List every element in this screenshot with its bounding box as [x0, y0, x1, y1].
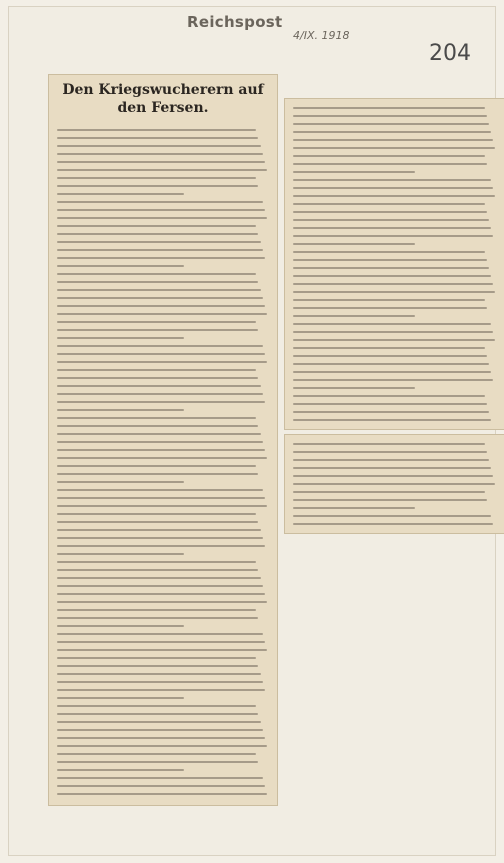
archive-number: 204	[429, 41, 471, 66]
text-line	[57, 473, 258, 475]
article-body-right-bottom	[293, 443, 497, 531]
text-line	[57, 337, 184, 339]
text-line	[57, 433, 261, 435]
text-line	[57, 793, 267, 795]
masthead: Reichspost	[187, 13, 283, 31]
text-line	[57, 689, 265, 691]
text-line	[57, 505, 267, 507]
text-line	[293, 211, 487, 213]
text-line	[57, 785, 265, 787]
text-line	[57, 361, 267, 363]
text-line	[293, 483, 495, 485]
text-line	[293, 307, 487, 309]
article-headline: Den Kriegswucherern auf den Fersen.	[62, 82, 264, 116]
text-line	[57, 353, 265, 355]
text-line	[57, 577, 261, 579]
text-line	[57, 697, 184, 699]
text-line	[293, 123, 489, 125]
text-line	[57, 769, 184, 771]
text-line	[57, 601, 267, 603]
text-line	[57, 265, 184, 267]
text-line	[57, 777, 263, 779]
text-line	[57, 617, 258, 619]
text-line	[57, 417, 256, 419]
text-line	[57, 713, 258, 715]
text-line	[293, 331, 493, 333]
text-line	[293, 499, 487, 501]
text-line	[293, 323, 491, 325]
text-line	[57, 729, 263, 731]
text-line	[57, 489, 263, 491]
text-line	[57, 169, 267, 171]
date-stamp: 4/IX. 1918	[293, 29, 350, 42]
text-line	[57, 137, 258, 139]
text-line	[57, 193, 184, 195]
text-line	[57, 593, 265, 595]
text-line	[57, 481, 184, 483]
text-line	[57, 249, 263, 251]
text-line	[57, 673, 261, 675]
text-line	[293, 131, 491, 133]
text-line	[57, 457, 267, 459]
text-line	[293, 275, 491, 277]
text-line	[57, 657, 256, 659]
text-line	[57, 289, 261, 291]
text-line	[293, 195, 495, 197]
text-line	[293, 107, 485, 109]
text-line	[293, 235, 493, 237]
text-line	[293, 451, 487, 453]
text-line	[293, 475, 493, 477]
text-line	[293, 187, 493, 189]
text-line	[57, 129, 256, 131]
text-line	[293, 491, 485, 493]
text-line	[57, 721, 261, 723]
text-line	[57, 625, 184, 627]
text-line	[293, 267, 489, 269]
text-line	[293, 395, 485, 397]
text-line	[293, 315, 415, 317]
text-line	[57, 449, 265, 451]
text-line	[57, 401, 265, 403]
text-line	[57, 145, 261, 147]
text-line	[57, 545, 265, 547]
text-line	[57, 737, 265, 739]
text-line	[57, 561, 256, 563]
text-line	[57, 329, 258, 331]
text-line	[293, 259, 487, 261]
text-line	[57, 385, 261, 387]
document-page	[8, 6, 496, 856]
text-line	[57, 209, 265, 211]
text-line	[293, 523, 493, 525]
text-line	[57, 681, 263, 683]
text-line	[293, 379, 493, 381]
text-line	[293, 155, 485, 157]
text-line	[57, 177, 256, 179]
text-line	[57, 161, 265, 163]
text-line	[57, 377, 258, 379]
text-line	[57, 513, 256, 515]
text-line	[293, 419, 491, 421]
text-line	[57, 641, 265, 643]
text-line	[57, 569, 258, 571]
text-line	[57, 321, 256, 323]
text-line	[293, 363, 489, 365]
text-line	[57, 529, 261, 531]
text-line	[293, 163, 487, 165]
text-line	[57, 537, 263, 539]
text-line	[293, 227, 491, 229]
text-line	[57, 241, 261, 243]
text-line	[57, 497, 265, 499]
text-line	[57, 281, 258, 283]
text-line	[57, 345, 263, 347]
text-line	[57, 585, 263, 587]
text-line	[293, 299, 485, 301]
text-line	[293, 251, 485, 253]
text-line	[57, 761, 258, 763]
article-body-left	[57, 129, 269, 801]
text-line	[57, 665, 258, 667]
text-line	[57, 313, 267, 315]
text-line	[293, 443, 485, 445]
text-line	[293, 355, 487, 357]
text-line	[293, 347, 485, 349]
text-line	[293, 203, 485, 205]
text-line	[293, 147, 495, 149]
text-line	[57, 745, 267, 747]
text-line	[293, 507, 415, 509]
text-line	[57, 233, 258, 235]
text-line	[293, 115, 487, 117]
text-line	[57, 217, 267, 219]
text-line	[57, 705, 256, 707]
text-line	[57, 201, 263, 203]
text-line	[57, 441, 263, 443]
text-line	[293, 283, 493, 285]
text-line	[57, 185, 258, 187]
text-line	[57, 257, 265, 259]
text-line	[293, 371, 491, 373]
text-line	[293, 339, 495, 341]
text-line	[293, 515, 491, 517]
text-line	[293, 219, 489, 221]
text-line	[57, 553, 184, 555]
text-line	[293, 411, 489, 413]
text-line	[57, 409, 184, 411]
text-line	[293, 291, 495, 293]
text-line	[57, 633, 263, 635]
text-line	[293, 243, 415, 245]
text-line	[57, 393, 263, 395]
text-line	[57, 521, 258, 523]
text-line	[57, 753, 256, 755]
text-line	[57, 225, 256, 227]
text-line	[293, 387, 415, 389]
text-line	[57, 425, 258, 427]
text-line	[57, 273, 256, 275]
text-line	[293, 459, 489, 461]
text-line	[293, 171, 415, 173]
text-line	[293, 139, 493, 141]
text-line	[293, 403, 487, 405]
text-line	[57, 465, 256, 467]
text-line	[57, 649, 267, 651]
text-line	[57, 305, 265, 307]
text-line	[57, 369, 256, 371]
text-line	[57, 153, 263, 155]
text-line	[57, 609, 256, 611]
text-line	[57, 297, 263, 299]
article-body-right-top	[293, 107, 497, 427]
text-line	[293, 179, 491, 181]
text-line	[293, 467, 491, 469]
